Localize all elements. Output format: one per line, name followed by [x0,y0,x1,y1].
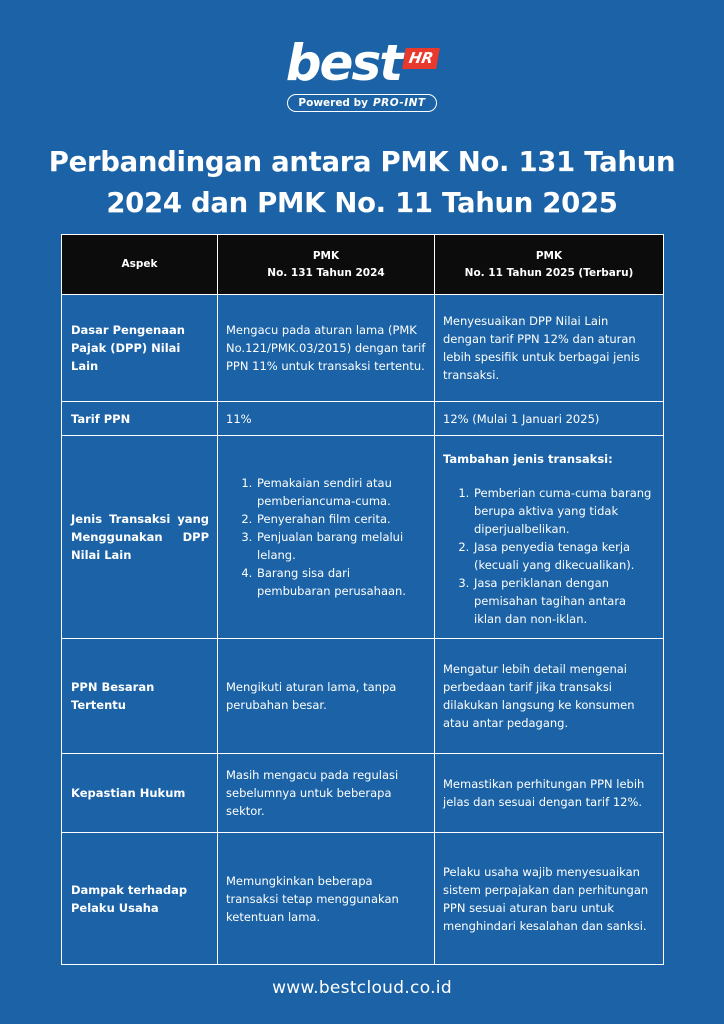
powered-by-brand: PRO-INT [372,97,426,109]
row-pmk-131: Masih mengacu pada regulasi sebelumnya untuk beberapa sektor. [218,754,435,833]
header-pmk-11-line1: PMK [535,249,563,262]
row-pmk-11: Pelaku usaha wajib menyesuaikan sistem perpajakan dan perhitungan PPN sesuai aturan baru untuk menghindari kesalahan dan sanksi. [435,833,664,965]
row-pmk-131 [218,436,435,639]
row-aspek: Dasar Pengenaan Pajak (DPP) Nilai Lain [62,295,218,402]
page-title: Perbandingan antara PMK No. 131 Tahun 2024 dan PMK No. 11 Tahun 2025 [48,146,676,219]
additional-transactions-title: Tambahan jenis transaksi: [443,452,613,466]
logo-wordmark: best [285,34,402,92]
header-aspek: Aspek [62,235,218,295]
table-row [62,833,664,965]
list-item: 3. Jasa periklanan dengan pemisahan tagihan antara iklan dan non-iklan. [473,574,655,628]
list-item: 4. Barang sisa dari pembubaran perusahaan. [256,564,426,600]
row-aspek: PPN Besaran Tertentu [62,639,218,754]
pmk-131-transaction-list [236,474,426,600]
header-pmk-11-line2: No. 11 Tahun 2025 (Terbaru) [464,266,634,279]
list-item: 1. Pemakaian sendiri atau pemberiancuma-cuma. [256,474,426,510]
row-pmk-11: Memastikan perhitungan PPN lebih jelas dan sesuai dengan tarif 12%. [435,754,664,833]
row-pmk-131: Mengacu pada aturan lama (PMK No.121/PMK.03/2015) dengan tarif PPN 11% untuk transaksi tertentu. [218,295,435,402]
row-pmk-11 [435,436,664,639]
row-pmk-131: Mengikuti aturan lama, tanpa perubahan besar. [218,639,435,754]
row-pmk-131: 11% [218,402,435,436]
header-pmk-131 [218,235,435,295]
pmk-11-transaction-list [453,484,655,628]
row-aspek: Tarif PPN [62,402,218,436]
header-pmk-11 [435,235,664,295]
comparison-table [61,234,664,965]
list-item: 2. Penyerahan film cerita. [256,510,426,528]
row-pmk-11: Menyesuaikan DPP Nilai Lain dengan tarif PPN 12% dan aturan lebih spesifik untuk berbagai jenis transaksi. [435,295,664,402]
list-item: 3. Penjualan barang melalui lelang. [256,528,426,564]
header-pmk-131-line1: PMK [312,249,340,262]
powered-by-badge [287,94,436,112]
table-row [62,295,664,402]
company-logo [0,34,724,112]
row-aspek: Kepastian Hukum [62,754,218,833]
header-pmk-131-line2: No. 131 Tahun 2024 [267,266,385,279]
list-item: 2. Jasa penyedia tenaga kerja (kecuali yang dikecualikan). [473,538,655,574]
table-row [62,754,664,833]
row-pmk-11: 12% (Mulai 1 Januari 2025) [435,402,664,436]
logo-badge: HR [402,48,440,69]
list-item: 1. Pemberian cuma-cuma barang berupa aktiva yang tidak diperjualbelikan. [473,484,655,538]
table-row [62,639,664,754]
footer-website-link[interactable]: www.bestcloud.co.id [272,978,452,998]
table-row [62,436,664,639]
row-pmk-131: Memungkinkan beberapa transaksi tetap menggunakan ketentuan lama. [218,833,435,965]
table-header-row [62,235,664,295]
powered-by-label: Powered by [298,97,368,109]
table-row [62,402,664,436]
row-aspek: Dampak terhadap Pelaku Usaha [62,833,218,965]
row-aspek: Jenis Transaksi yang Menggunakan DPP Nilai Lain [62,436,218,639]
row-pmk-11: Mengatur lebih detail mengenai perbedaan tarif jika transaksi dilakukan langsung ke konsumen atau antar pedagang. [435,639,664,754]
